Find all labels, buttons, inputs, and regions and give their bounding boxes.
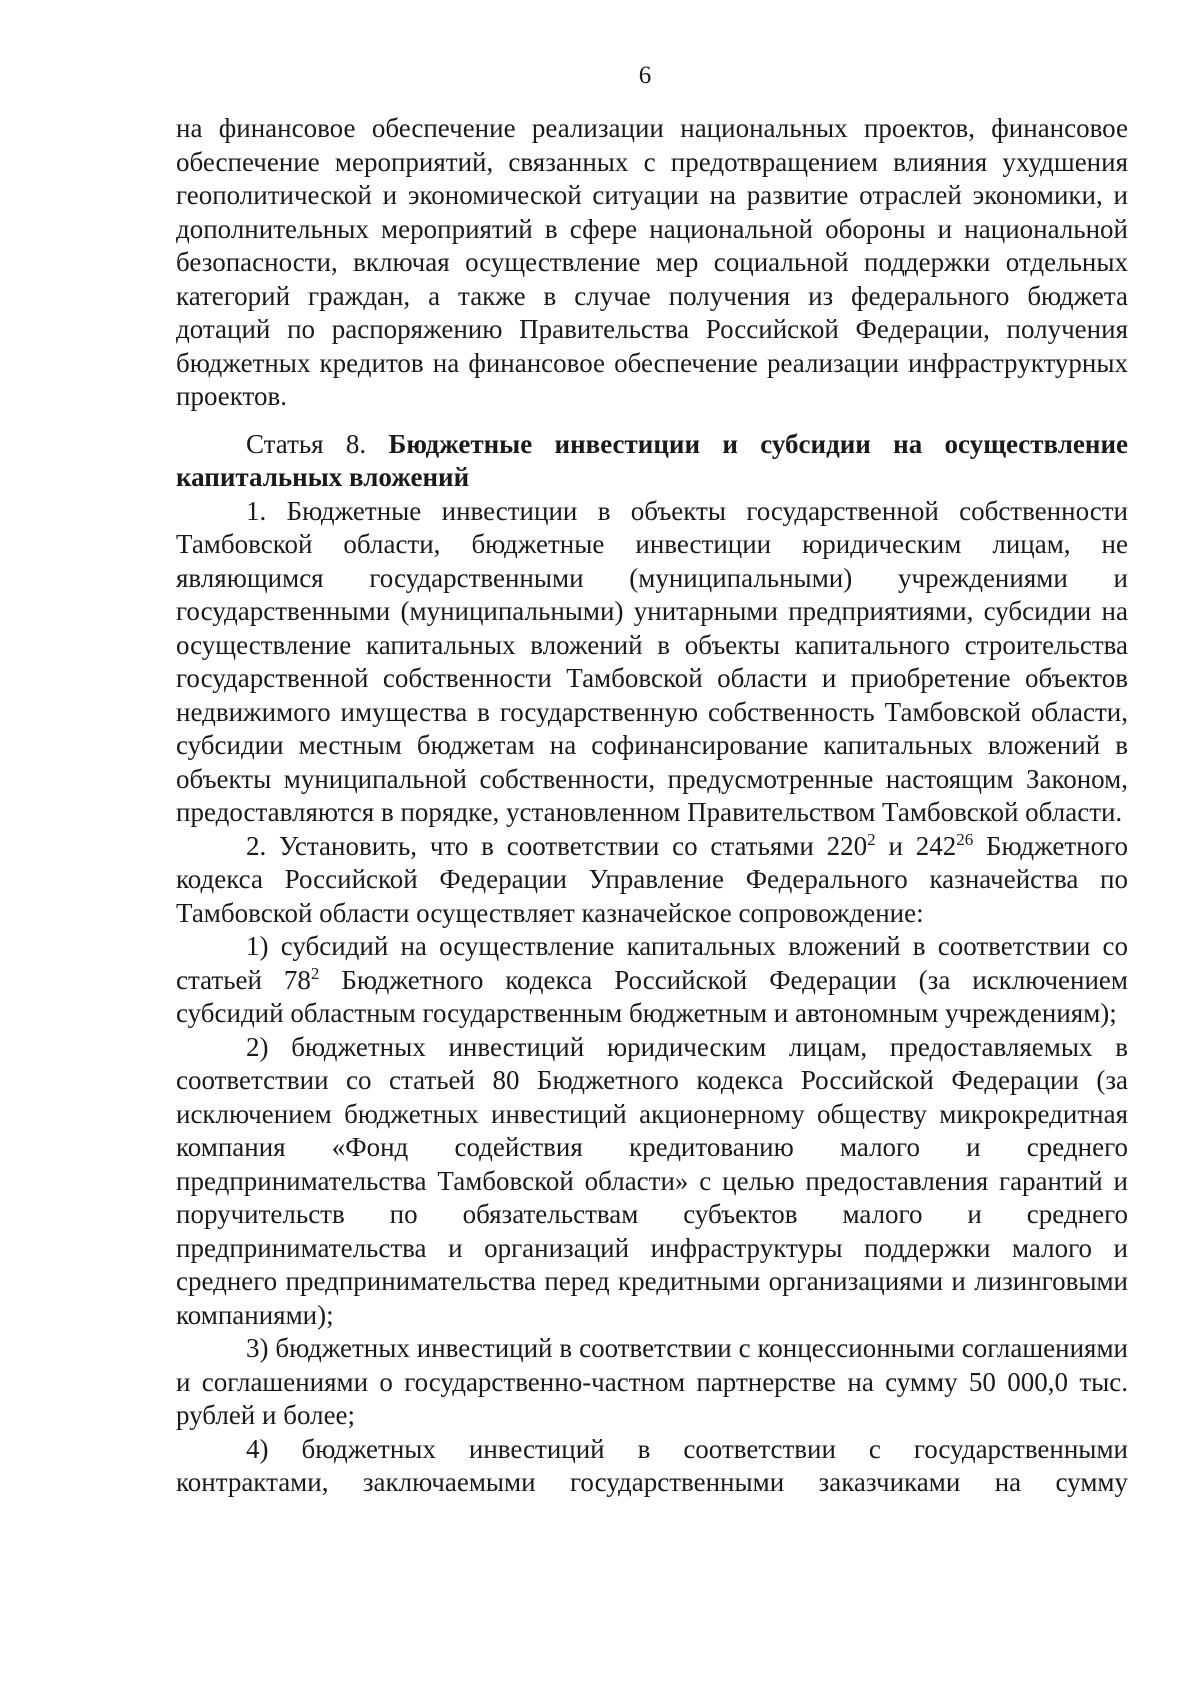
article-heading: [176, 428, 1128, 495]
list-item-4: 4) бюджетных инвестиций в соответствии с государственными контрактами, заключаемыми государственными заказчиками на сумму: [176, 1433, 1128, 1497]
paragraph-2-text-a: 2. Установить, что в соответствии со статьями 220: [246, 830, 868, 861]
list-item-1: [176, 930, 1128, 1031]
list-item-2: 2) бюджетных инвестиций юридическим лицам, предоставляемых в соответствии со статьей 80 Бюджетного кодекса Российской Федерации (за исключением бюджетных инвестиций акционерному обществу микрокредитная компания «Фонд содействия кредитованию малого и среднего предпринимательства Тамбовской области» с целью предоставления гарантий и поручительств по обязательствам субъектов малого и среднего предпринимательства и организаций инфраструктуры поддержки малого и среднего предпринимательства перед кредитными организациями и лизинговыми компаниями);: [176, 1031, 1128, 1330]
paragraph-1: 1. Бюджетные инвестиции в объекты государственной собственности Тамбовской области, бюджетные инвестиции юридическим лицам, не являющимся государственными (муниципальными) учреждениями и государственными (муниципальными) унитарными предприятиями, субсидии на осуществление капитальных вложений в объекты капитального строительства государственной собственности Тамбовской области и приобретение объектов недвижимого имущества в государственную собственность Тамбовской области, субсидии местным бюджетам на софинансирование капитальных вложений в объекты муниципальной собственности, предусмотренные настоящим Законом, предоставляются в порядке, установленном Правительством Тамбовской области.: [176, 495, 1128, 827]
list-item-1-sup: 2: [310, 963, 320, 983]
document-body: [176, 112, 1128, 1500]
article-title: Бюджетные инвестиции и субсидии на осуществление капитальных вложений: [176, 428, 1128, 492]
paragraph-2-text-c: Бюджетного кодекса Российской Федерации Управление Федерального казначейства по Тамбовской области осуществляет казначейское сопровождение:: [176, 830, 1128, 928]
paragraph-2: [176, 830, 1128, 931]
list-item-1-text-a: 1) субсидий на осуществление капитальных вложений в соответствии со статьей 78: [176, 931, 1128, 995]
article-label: Статья 8.: [246, 428, 367, 459]
list-item-3: 3) бюджетных инвестиций в соответствии с концессионными соглашениями и соглашениями о государственно-частном партнерстве на сумму 50 000,0 тыс. рублей и более;: [176, 1333, 1128, 1430]
list-item-1-text-b: Бюджетного кодекса Российской Федерации (за исключением субсидий областным государственным бюджетным и автономным учреждениям);: [176, 964, 1128, 1028]
paragraph-2-text-b: и 242: [875, 830, 957, 861]
intro-paragraph: на финансовое обеспечение реализации национальных проектов, финансовое обеспечение мероприятий, связанных с предотвращением влияния ухудшения геополитической и экономической ситуации на развитие отраслей экономики, и дополнительных мероприятий в сфере национальной обороны и национальной безопасности, включая осуществление мер социальной поддержки отдельных категорий граждан, а также в случае получения из федерального бюджета дотаций по распоряжению Правительства Российской Федерации, получения бюджетных кредитов на финансовое обеспечение реализации инфраструктурных проектов.: [176, 113, 1128, 411]
paragraph-2-sup-a: 2: [867, 829, 876, 849]
page-number: 6: [638, 62, 652, 89]
paragraph-2-sup-b: 26: [956, 829, 974, 849]
